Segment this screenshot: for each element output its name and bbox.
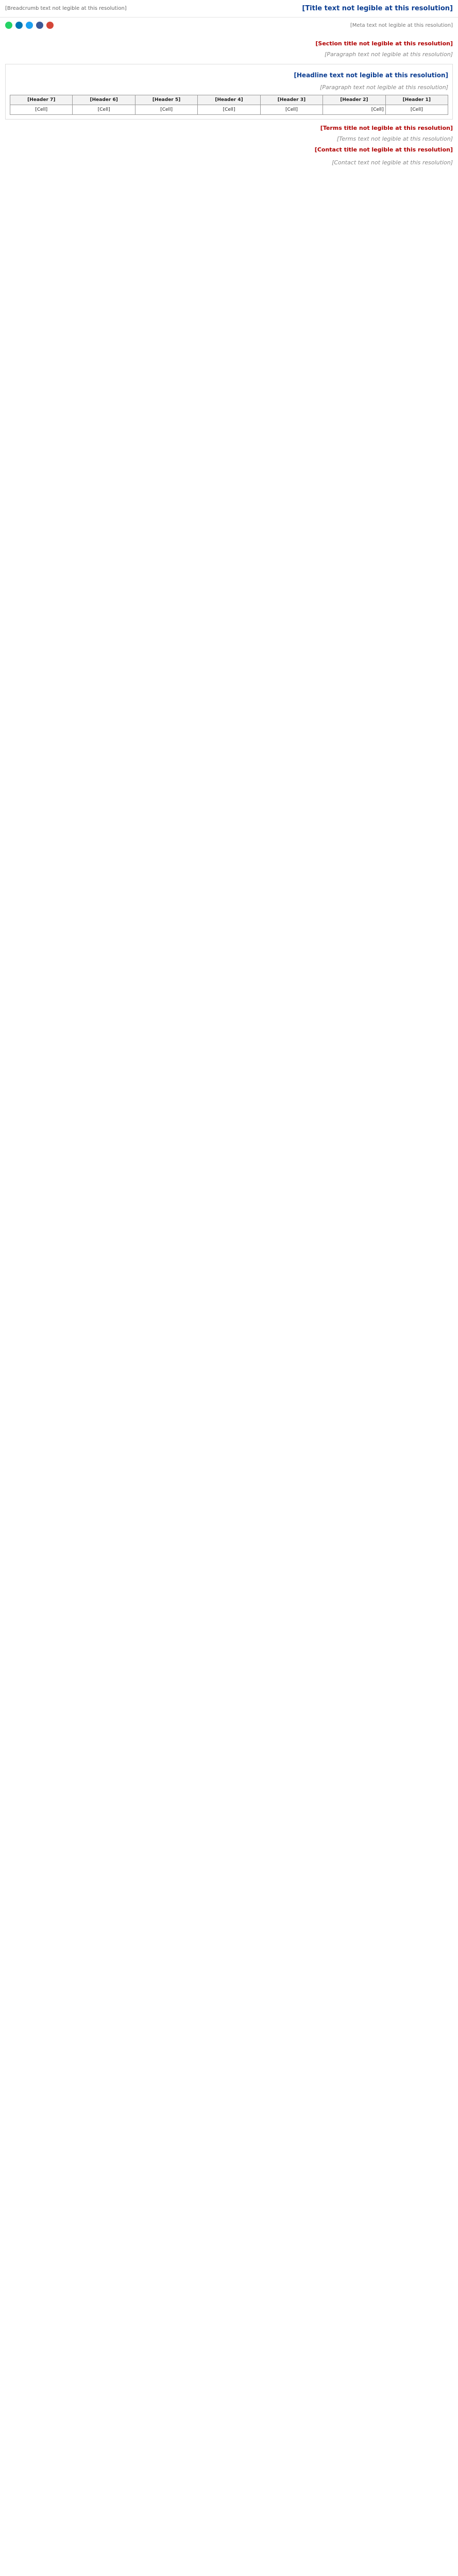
table-header: [Header 2]	[323, 95, 385, 105]
intro-text: [Paragraph text not legible at this resolution]	[325, 51, 453, 58]
auction-box	[5, 64, 453, 120]
social-share	[5, 22, 54, 29]
table-header: [Header 7]	[10, 95, 73, 105]
intro-title: [Section title not legible at this resolution]	[315, 40, 453, 47]
page	[0, 0, 458, 174]
share-icon-1[interactable]	[46, 22, 54, 29]
terms-text: [Terms text not legible at this resolution]	[336, 135, 453, 143]
contact-title: [Contact title not legible at this resolution]	[314, 146, 453, 154]
table-header: [Header 3]	[260, 95, 323, 105]
auction-headline: [Headline text not legible at this resolution]	[294, 72, 448, 79]
breadcrumb: [Breadcrumb text not legible at this resolution]	[5, 6, 127, 11]
share-icon-5[interactable]	[5, 22, 12, 29]
table-header: [Header 6]	[73, 95, 135, 105]
share-icon-2[interactable]	[36, 22, 43, 29]
table-header: [Header 4]	[198, 95, 260, 105]
share-icon-4[interactable]	[15, 22, 23, 29]
page-title: [Title text not legible at this resolution]	[302, 5, 453, 12]
meta-row	[0, 18, 458, 33]
auction-text: [Paragraph text not legible at this resolution]	[320, 84, 448, 91]
table-row	[10, 105, 448, 115]
table-cell: [Cell]	[135, 105, 197, 115]
terms-title: [Terms title not legible at this resolution]	[320, 125, 453, 132]
table-header-row	[10, 95, 448, 105]
meta-left: [Meta text not legible at this resolution]	[350, 22, 453, 28]
auction-table	[10, 95, 448, 115]
table-cell: [Cell]	[385, 105, 448, 115]
topbar	[0, 0, 458, 18]
table-cell: [Cell]	[73, 105, 135, 115]
table-cell: [Cell]	[10, 105, 73, 115]
table-header: [Header 5]	[135, 95, 197, 105]
content	[0, 33, 458, 174]
table-cell: [Cell]	[260, 105, 323, 115]
table-cell: [Cell]	[323, 105, 385, 115]
share-icon-3[interactable]	[26, 22, 33, 29]
contact-text: [Contact text not legible at this resolution]	[332, 159, 453, 166]
table-cell: [Cell]	[198, 105, 260, 115]
table-header: [Header 1]	[385, 95, 448, 105]
